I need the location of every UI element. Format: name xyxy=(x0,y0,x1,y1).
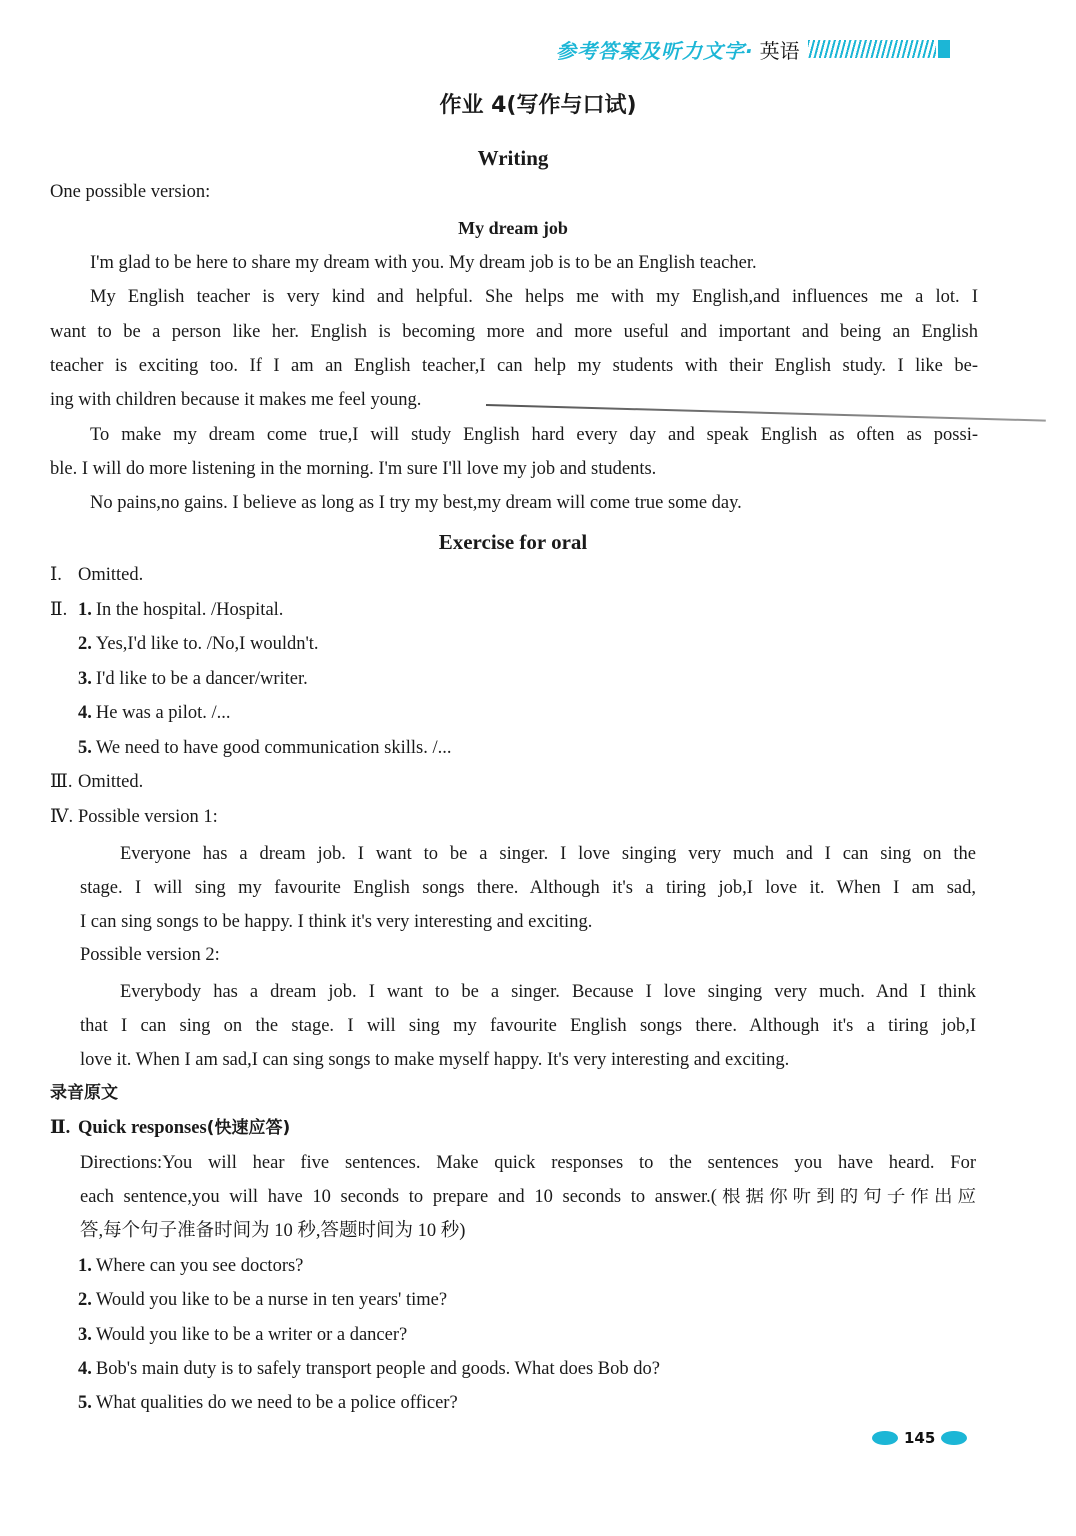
oral-part-2-item xyxy=(50,601,283,620)
oral-part-2-item xyxy=(78,704,231,723)
essay-line: want to be a person like her. English is becoming more and more useful and important and being an English xyxy=(50,323,978,342)
version-1-line: Everyone has a dream job. I want to be a singer. I love singing very much and I can sing on the xyxy=(120,845,976,864)
item-number: 4. xyxy=(78,703,92,723)
version-2-line: Everybody has a dream job. I want to be a singer. Because I love singing very much. And I think xyxy=(120,983,976,1002)
oral-part-1 xyxy=(50,566,143,585)
directions-line: 答,每个句子准备时间为 10 秒,答题时间为 10 秒) xyxy=(80,1221,466,1241)
version-2-line: that I can sing on the stage. I will sing my favourite English songs there. Although it's a tiring job,I xyxy=(80,1017,976,1036)
oral-heading: Exercise for oral xyxy=(438,530,588,554)
roman-numeral: Ⅳ. xyxy=(50,807,74,827)
transcript-question xyxy=(78,1360,660,1379)
question-text: What qualities do we need to be a police officer? xyxy=(95,1393,458,1413)
oral-part-2-item xyxy=(78,635,319,654)
essay-title: My dream job xyxy=(458,218,568,238)
transcript-question xyxy=(78,1257,303,1276)
essay-line: teacher is exciting too. If I am an English teacher,I can help my students with their English study. I like be- xyxy=(50,357,978,376)
directions-line: Directions:You will hear five sentences. Make quick responses to the sentences you have heard. For xyxy=(80,1154,976,1173)
question-number: 1. xyxy=(78,1256,92,1276)
writing-intro: One possible version: xyxy=(50,182,211,202)
item-number: 5. xyxy=(78,738,92,758)
roman-numeral: Ⅱ. xyxy=(50,1118,71,1138)
item-number: 1. xyxy=(78,600,92,620)
roman-numeral: Ⅲ. xyxy=(50,772,73,792)
version-1-line: stage. I will sing my favourite English songs there. Although it's a tiring job,I love it. When I am sad, xyxy=(80,879,976,898)
oral-part-3 xyxy=(50,773,143,792)
item-text: He was a pilot. /... xyxy=(95,703,231,723)
question-number: 5. xyxy=(78,1393,92,1413)
oral-part-2-item xyxy=(78,739,451,758)
page-number: 145 xyxy=(904,1429,936,1447)
section-title-cn: (快速应答) xyxy=(206,1118,291,1138)
version-1-label: Possible version 1: xyxy=(78,807,218,827)
page-title: 作业 4(写作与口试) xyxy=(439,93,637,118)
header-subject: 英语 xyxy=(759,38,800,63)
question-number: 2. xyxy=(78,1290,92,1310)
item-text: In the hospital. /Hospital. xyxy=(95,600,284,620)
writing-heading: Writing xyxy=(477,146,549,170)
item-number: 2. xyxy=(78,634,92,654)
item-number: 3. xyxy=(78,669,92,689)
oral-part-1-text: Omitted. xyxy=(78,565,144,585)
roman-numeral: Ⅰ. xyxy=(50,565,62,585)
version-2-line: love it. When I am sad,I can sing songs to make myself happy. It's very interesting and exciting. xyxy=(80,1050,790,1070)
transcript-question xyxy=(78,1394,458,1413)
essay-line: ble. I will do more listening in the morning. I'm sure I'll love my job and students. xyxy=(50,459,657,479)
transcript-question xyxy=(78,1291,447,1310)
oral-part-3-text: Omitted. xyxy=(78,772,144,792)
version-2-label: Possible version 2: xyxy=(80,945,220,965)
left-ornament xyxy=(872,1431,898,1445)
question-text: Bob's main duty is to safely transport people and goods. What does Bob do? xyxy=(95,1359,660,1379)
header-stripe-decoration xyxy=(808,40,936,58)
roman-numeral: Ⅱ. xyxy=(50,600,68,620)
header-title: 参考答案及听力文字· xyxy=(556,38,754,63)
running-header xyxy=(556,34,980,64)
question-number: 3. xyxy=(78,1325,92,1345)
item-text: I'd like to be a dancer/writer. xyxy=(95,669,308,689)
transcript-section-title xyxy=(50,1119,290,1138)
item-text: Yes,I'd like to. /No,I wouldn't. xyxy=(95,634,319,654)
transcript-heading: 录音原文 xyxy=(50,1083,118,1103)
essay-line: ing with children because it makes me feel young. xyxy=(50,390,422,410)
oral-part-2-item xyxy=(78,670,308,689)
question-text: Would you like to be a writer or a dancer? xyxy=(95,1325,408,1345)
oral-part-4-label xyxy=(50,808,218,827)
essay-line: To make my dream come true,I will study English hard every day and speak English as often as possi- xyxy=(90,426,978,445)
section-title-en: Quick responses xyxy=(78,1118,207,1138)
essay-line: I'm glad to be here to share my dream with you. My dream job is to be an English teacher. xyxy=(90,253,757,273)
question-number: 4. xyxy=(78,1359,92,1379)
question-text: Would you like to be a nurse in ten years' time? xyxy=(95,1290,448,1310)
directions-line: each sentence,you will have 10 seconds to prepare and 10 seconds to answer.(根据你听到的句子作出应 xyxy=(80,1188,976,1207)
right-ornament xyxy=(941,1431,967,1445)
item-text: We need to have good communication skills. /... xyxy=(95,738,452,758)
question-text: Where can you see doctors? xyxy=(95,1256,304,1276)
page-number-footer xyxy=(872,1428,972,1448)
essay-line: My English teacher is very kind and helpful. She helps me with my English,and influences me a lot. I xyxy=(90,288,978,307)
essay-line: No pains,no gains. I believe as long as I try my best,my dream will come true some day. xyxy=(90,493,742,513)
header-block-decoration xyxy=(938,40,950,58)
transcript-question xyxy=(78,1326,407,1345)
pen-scribble xyxy=(486,404,1046,422)
version-1-line: I can sing songs to be happy. I think it's very interesting and exciting. xyxy=(80,912,593,932)
